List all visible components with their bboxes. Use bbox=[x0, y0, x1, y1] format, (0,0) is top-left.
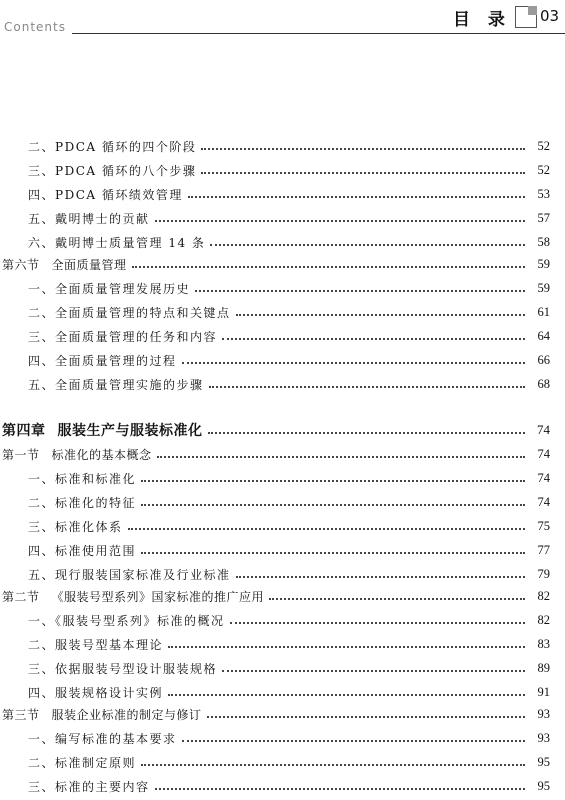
toc-page-number: 93 bbox=[537, 730, 550, 745]
toc-item[interactable] bbox=[0, 492, 565, 512]
toc-item-label: 五、全面质量管理实施的步骤 bbox=[28, 377, 204, 392]
toc-item[interactable] bbox=[0, 564, 565, 584]
toc-page-number: 77 bbox=[537, 542, 550, 557]
dot-leader bbox=[188, 196, 525, 198]
toc-item[interactable] bbox=[0, 658, 565, 678]
dot-leader bbox=[207, 716, 525, 718]
toc-page-number: 91 bbox=[537, 684, 550, 699]
toc-item-label: 一、标准和标准化 bbox=[28, 471, 137, 486]
header-rule bbox=[72, 33, 565, 34]
header-title: 目 录 bbox=[453, 10, 511, 30]
dot-leader bbox=[155, 220, 525, 222]
dot-leader bbox=[210, 244, 525, 246]
toc-section[interactable] bbox=[0, 254, 565, 274]
toc-page-number: 74 bbox=[537, 422, 550, 437]
toc-page-number: 59 bbox=[537, 280, 550, 295]
toc-item[interactable] bbox=[0, 374, 565, 394]
toc-item[interactable] bbox=[0, 752, 565, 772]
dot-leader bbox=[141, 764, 525, 766]
dot-leader bbox=[222, 338, 525, 340]
section-title: 标准化的基本概念 bbox=[51, 447, 152, 462]
toc-page-number: 52 bbox=[537, 162, 550, 177]
chapter-title: 服装生产与服装标准化 bbox=[57, 423, 203, 439]
toc-item-label: 五、戴明博士的贡献 bbox=[28, 211, 150, 226]
toc-item[interactable] bbox=[0, 776, 565, 796]
section-number: 第六节 bbox=[2, 257, 40, 272]
toc-item[interactable] bbox=[0, 634, 565, 654]
toc-item[interactable] bbox=[0, 208, 565, 228]
section-title: 全面质量管理 bbox=[51, 257, 127, 272]
toc-page-number: 74 bbox=[537, 446, 550, 461]
toc-item-label: 六、戴明博士质量管理 14 条 bbox=[28, 235, 206, 250]
dot-leader bbox=[157, 456, 525, 458]
dot-leader bbox=[141, 552, 525, 554]
toc-page-number: 75 bbox=[537, 518, 550, 533]
section-number: 第二节 bbox=[2, 589, 40, 604]
toc-item-label: 四、服装规格设计实例 bbox=[28, 685, 164, 700]
toc-page-number: 58 bbox=[537, 234, 550, 249]
toc-item[interactable] bbox=[0, 350, 565, 370]
toc-page-number: 61 bbox=[537, 304, 550, 319]
toc-item[interactable] bbox=[0, 468, 565, 488]
header-page-number: 03 bbox=[540, 7, 560, 25]
toc-item-label: 一、《服装号型系列》标准的概况 bbox=[28, 613, 225, 628]
toc-section-label bbox=[0, 446, 152, 463]
toc-item[interactable] bbox=[0, 184, 565, 204]
toc-chapter-label bbox=[0, 420, 203, 440]
toc-item[interactable] bbox=[0, 302, 565, 322]
toc-item-label: 一、编写标准的基本要求 bbox=[28, 731, 177, 746]
dot-leader bbox=[269, 598, 525, 600]
toc-item-label: 二、全面质量管理的特点和关键点 bbox=[28, 305, 231, 320]
dot-leader bbox=[201, 148, 525, 150]
toc-section[interactable] bbox=[0, 704, 565, 724]
toc-item[interactable] bbox=[0, 540, 565, 560]
toc-page-number: 74 bbox=[537, 494, 550, 509]
toc-page-number: 74 bbox=[537, 470, 550, 485]
toc-item-label: 二、服装号型基本理论 bbox=[28, 637, 164, 652]
dot-leader bbox=[141, 504, 525, 506]
toc-page-number: 89 bbox=[537, 660, 550, 675]
toc-section-label bbox=[0, 588, 264, 605]
section-number: 第三节 bbox=[2, 707, 40, 722]
toc-page-number: 66 bbox=[537, 352, 550, 367]
toc-item-label: 四、标准使用范围 bbox=[28, 543, 137, 558]
dot-leader bbox=[222, 670, 525, 672]
section-title: 《服装号型系列》国家标准的推广应用 bbox=[51, 589, 265, 604]
toc-page-number: 83 bbox=[537, 636, 550, 651]
dot-leader bbox=[236, 576, 525, 578]
toc-item-label: 三、全面质量管理的任务和内容 bbox=[28, 329, 218, 344]
toc-item[interactable] bbox=[0, 160, 565, 180]
toc-section[interactable] bbox=[0, 586, 565, 606]
toc-item[interactable] bbox=[0, 136, 565, 156]
section-title: 服装企业标准的制定与修订 bbox=[51, 707, 202, 722]
toc-item-label: 三、标准的主要内容 bbox=[28, 779, 150, 794]
dot-leader bbox=[230, 622, 525, 624]
chapter-number: 第四章 bbox=[2, 423, 46, 439]
section-number: 第一节 bbox=[2, 447, 40, 462]
folded-corner-icon bbox=[515, 6, 537, 28]
dot-leader bbox=[182, 740, 525, 742]
toc-item-label: 二、标准制定原则 bbox=[28, 755, 137, 770]
toc-item-label: 四、PDCA 循环绩效管理 bbox=[28, 187, 183, 202]
toc-item-label: 五、现行服装国家标准及行业标准 bbox=[28, 567, 231, 582]
toc-page-number: 82 bbox=[537, 612, 550, 627]
toc-item-label: 二、PDCA 循环的四个阶段 bbox=[28, 139, 197, 154]
toc-item-label: 四、全面质量管理的过程 bbox=[28, 353, 177, 368]
dot-leader bbox=[208, 432, 526, 434]
toc-page-number: 57 bbox=[537, 210, 550, 225]
toc-item-label: 三、依据服装号型设计服装规格 bbox=[28, 661, 218, 676]
toc-section-label bbox=[0, 256, 127, 273]
page-header bbox=[0, 0, 565, 40]
dot-leader bbox=[201, 172, 525, 174]
toc-item[interactable] bbox=[0, 728, 565, 748]
toc-section-label bbox=[0, 706, 202, 723]
toc-page-number: 82 bbox=[537, 588, 550, 603]
toc-page-number: 59 bbox=[537, 256, 550, 271]
dot-leader bbox=[128, 528, 525, 530]
toc-item-label: 二、标准化的特征 bbox=[28, 495, 137, 510]
toc-page-number: 64 bbox=[537, 328, 550, 343]
dot-leader bbox=[195, 290, 525, 292]
toc-item-label: 三、PDCA 循环的八个步骤 bbox=[28, 163, 197, 178]
toc-page-number: 93 bbox=[537, 706, 550, 721]
toc-page-number: 79 bbox=[537, 566, 550, 581]
dot-leader bbox=[236, 314, 525, 316]
dot-leader bbox=[141, 480, 525, 482]
toc-page-number: 95 bbox=[537, 778, 550, 793]
toc-item[interactable] bbox=[0, 610, 565, 630]
dot-leader bbox=[209, 386, 525, 388]
toc-item[interactable] bbox=[0, 232, 565, 252]
header-english-subtitle: Contents bbox=[4, 20, 66, 34]
toc-item-label: 一、全面质量管理发展历史 bbox=[28, 281, 191, 296]
dot-leader bbox=[168, 646, 525, 648]
toc-page-number: 68 bbox=[537, 376, 550, 391]
toc-item[interactable] bbox=[0, 516, 565, 536]
toc-item[interactable] bbox=[0, 682, 565, 702]
toc-page-number: 95 bbox=[537, 754, 550, 769]
toc-item-label: 三、标准化体系 bbox=[28, 519, 123, 534]
dot-leader bbox=[182, 362, 525, 364]
dot-leader bbox=[132, 266, 525, 268]
dot-leader bbox=[168, 694, 525, 696]
toc-page-number: 52 bbox=[537, 138, 550, 153]
toc-chapter[interactable] bbox=[0, 420, 565, 440]
toc-page-number: 53 bbox=[537, 186, 550, 201]
dot-leader bbox=[155, 788, 525, 790]
toc-item[interactable] bbox=[0, 326, 565, 346]
toc-item[interactable] bbox=[0, 278, 565, 298]
toc-section[interactable] bbox=[0, 444, 565, 464]
